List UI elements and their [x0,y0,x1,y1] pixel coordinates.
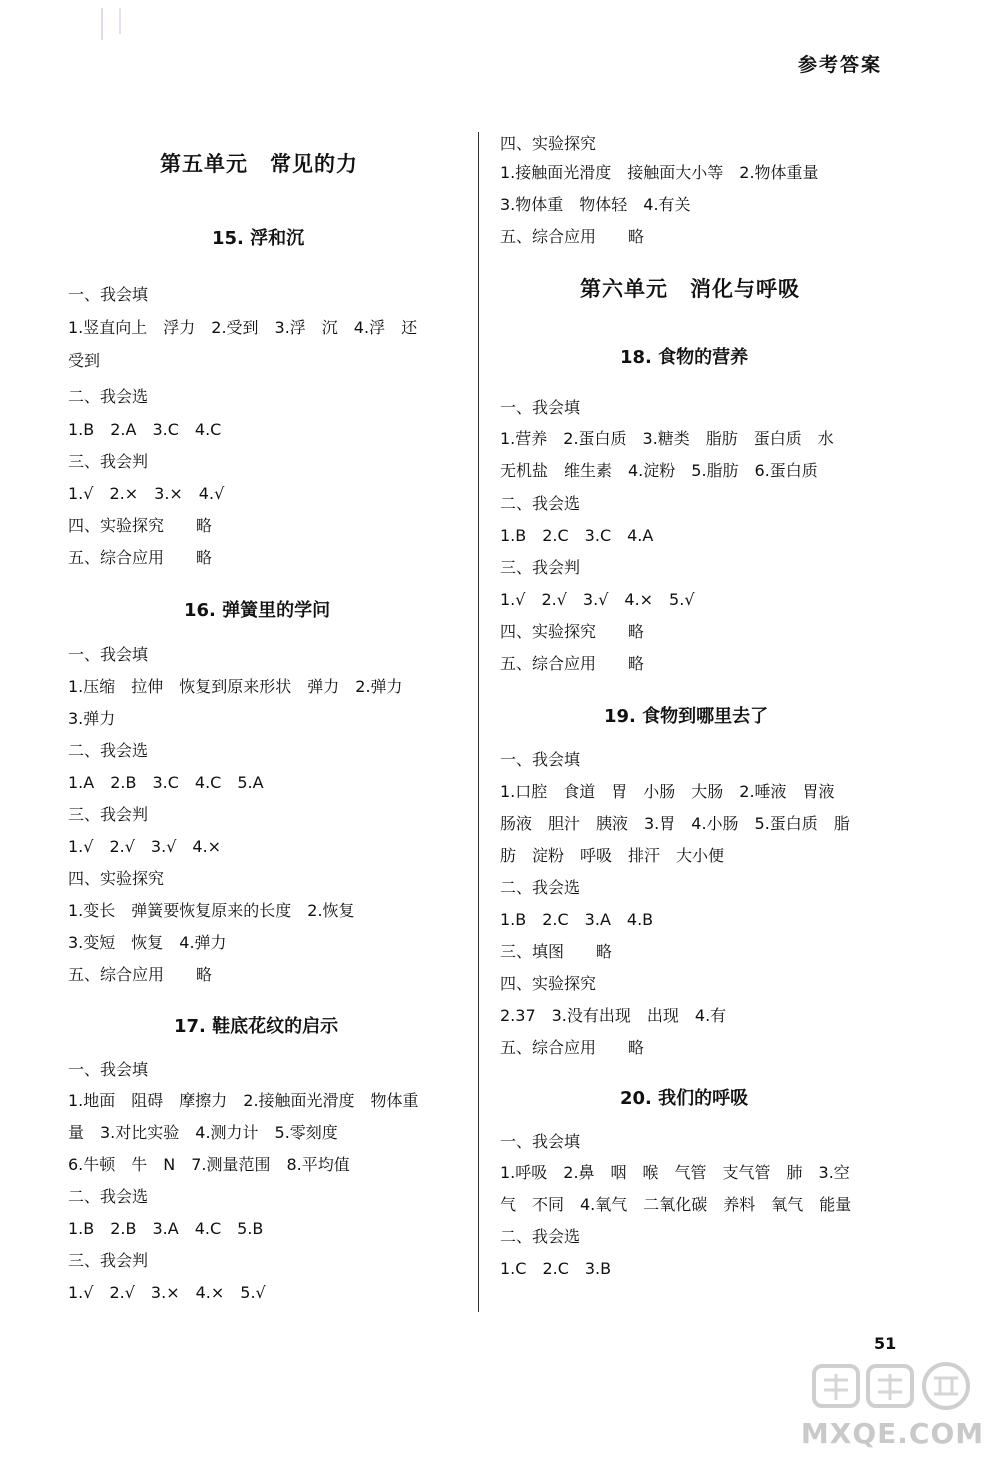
answer-line: 气 不同 4.氧气 二氧化碳 养料 氧气 能量 [500,1195,852,1214]
section-heading: 五、综合应用 略 [68,965,213,984]
answer-line: 6.牛顿 牛 N 7.测量范围 8.平均值 [68,1155,350,1174]
section-heading: 二、我会选 [500,494,581,513]
answer-line: 无机盐 维生素 4.淀粉 5.脂肪 6.蛋白质 [500,461,818,480]
answer-line: 1.√ 2.× 3.× 4.√ [68,484,225,503]
lesson-title: 16. 弹簧里的学问 [184,600,331,621]
answer-line: 1.B 2.B 3.A 4.C 5.B [68,1219,264,1238]
answer-line: 肪 淀粉 呼吸 排汗 大小便 [500,846,725,865]
lesson-title: 17. 鞋底花纹的启示 [174,1016,339,1037]
section-heading: 一、我会填 [68,285,149,304]
unit-title: 第五单元 常见的力 [160,152,358,176]
section-heading: 四、实验探究 [500,134,597,153]
answer-line: 受到 [68,351,101,370]
watermark [800,1360,985,1452]
answer-line: 1.A 2.B 3.C 4.C 5.A [68,773,264,792]
section-heading: 三、我会判 [68,1251,149,1270]
answer-line: 1.竖直向上 浮力 2.受到 3.浮 沉 4.浮 还 [68,318,418,337]
section-heading: 四、实验探究 [68,869,165,888]
section-heading: 四、实验探究 略 [500,622,645,641]
answer-line: 1.地面 阻碍 摩擦力 2.接触面光滑度 物体重 [68,1091,419,1110]
unit-title: 第六单元 消化与呼吸 [580,277,800,301]
answer-line: 1.口腔 食道 胃 小肠 大肠 2.唾液 胃液 [500,782,835,801]
lesson-title: 20. 我们的呼吸 [620,1088,749,1109]
section-heading: 一、我会填 [500,398,581,417]
section-heading: 二、我会选 [68,741,149,760]
section-heading: 二、我会选 [500,1227,581,1246]
section-heading: 三、我会判 [68,805,149,824]
answer-line: 1.√ 2.√ 3.× 4.× 5.√ [68,1283,266,1302]
answer-line: 肠液 胆汁 胰液 3.胃 4.小肠 5.蛋白质 脂 [500,814,850,833]
section-heading: 四、实验探究 [500,974,597,993]
answer-line: 3.变短 恢复 4.弹力 [68,933,227,952]
answer-line: 1.呼吸 2.鼻 咽 喉 气管 支气管 肺 3.空 [500,1163,850,1182]
answer-line: 1.B 2.A 3.C 4.C [68,420,222,439]
scan-edge-mark [100,8,122,40]
section-heading: 一、我会填 [68,1060,149,1079]
section-heading: 五、综合应用 略 [500,227,645,246]
section-heading: 四、实验探究 略 [68,516,213,535]
lesson-title: 18. 食物的营养 [620,347,749,368]
section-heading: 五、综合应用 略 [500,654,645,673]
answer-line: 1.营养 2.蛋白质 3.糖类 脂肪 蛋白质 水 [500,429,834,448]
answer-line: 3.物体重 物体轻 4.有关 [500,195,691,214]
watermark-logo [810,1360,975,1412]
lesson-title: 19. 食物到哪里去了 [604,706,769,727]
section-heading: 五、综合应用 略 [500,1038,645,1057]
section-heading: 三、填图 略 [500,942,613,961]
answer-line: 1.C 2.C 3.B [500,1259,612,1278]
answer-line: 1.B 2.C 3.A 4.B [500,910,654,929]
answer-line: 量 3.对比实验 4.测力计 5.零刻度 [68,1123,338,1142]
answer-line: 1.√ 2.√ 3.√ 4.× 5.√ [500,590,695,609]
column-divider [478,132,479,1312]
answer-line: 3.弹力 [68,709,116,728]
section-heading: 一、我会填 [68,645,149,664]
section-heading: 三、我会判 [500,558,581,577]
section-heading: 五、综合应用 略 [68,548,213,567]
answer-line: 1.变长 弹簧要恢复原来的长度 2.恢复 [68,901,355,920]
lesson-title: 15. 浮和沉 [212,228,305,249]
page-header-title: 参考答案 [797,54,882,76]
section-heading: 二、我会选 [68,387,149,406]
answer-line: 1.压缩 拉伸 恢复到原来形状 弹力 2.弹力 [68,677,403,696]
section-heading: 二、我会选 [500,878,581,897]
section-heading: 三、我会判 [68,452,149,471]
section-heading: 一、我会填 [500,1132,581,1151]
answer-line: 2.37 3.没有出现 出现 4.有 [500,1006,727,1025]
answer-line: 1.√ 2.√ 3.√ 4.× [68,837,222,856]
page-number: 51 [874,1334,897,1353]
answer-line: 1.接触面光滑度 接触面大小等 2.物体重量 [500,163,819,182]
section-heading: 一、我会填 [500,750,581,769]
watermark-text: MXQE.COM [800,1417,985,1450]
section-heading: 二、我会选 [68,1187,149,1206]
answer-line: 1.B 2.C 3.C 4.A [500,526,654,545]
